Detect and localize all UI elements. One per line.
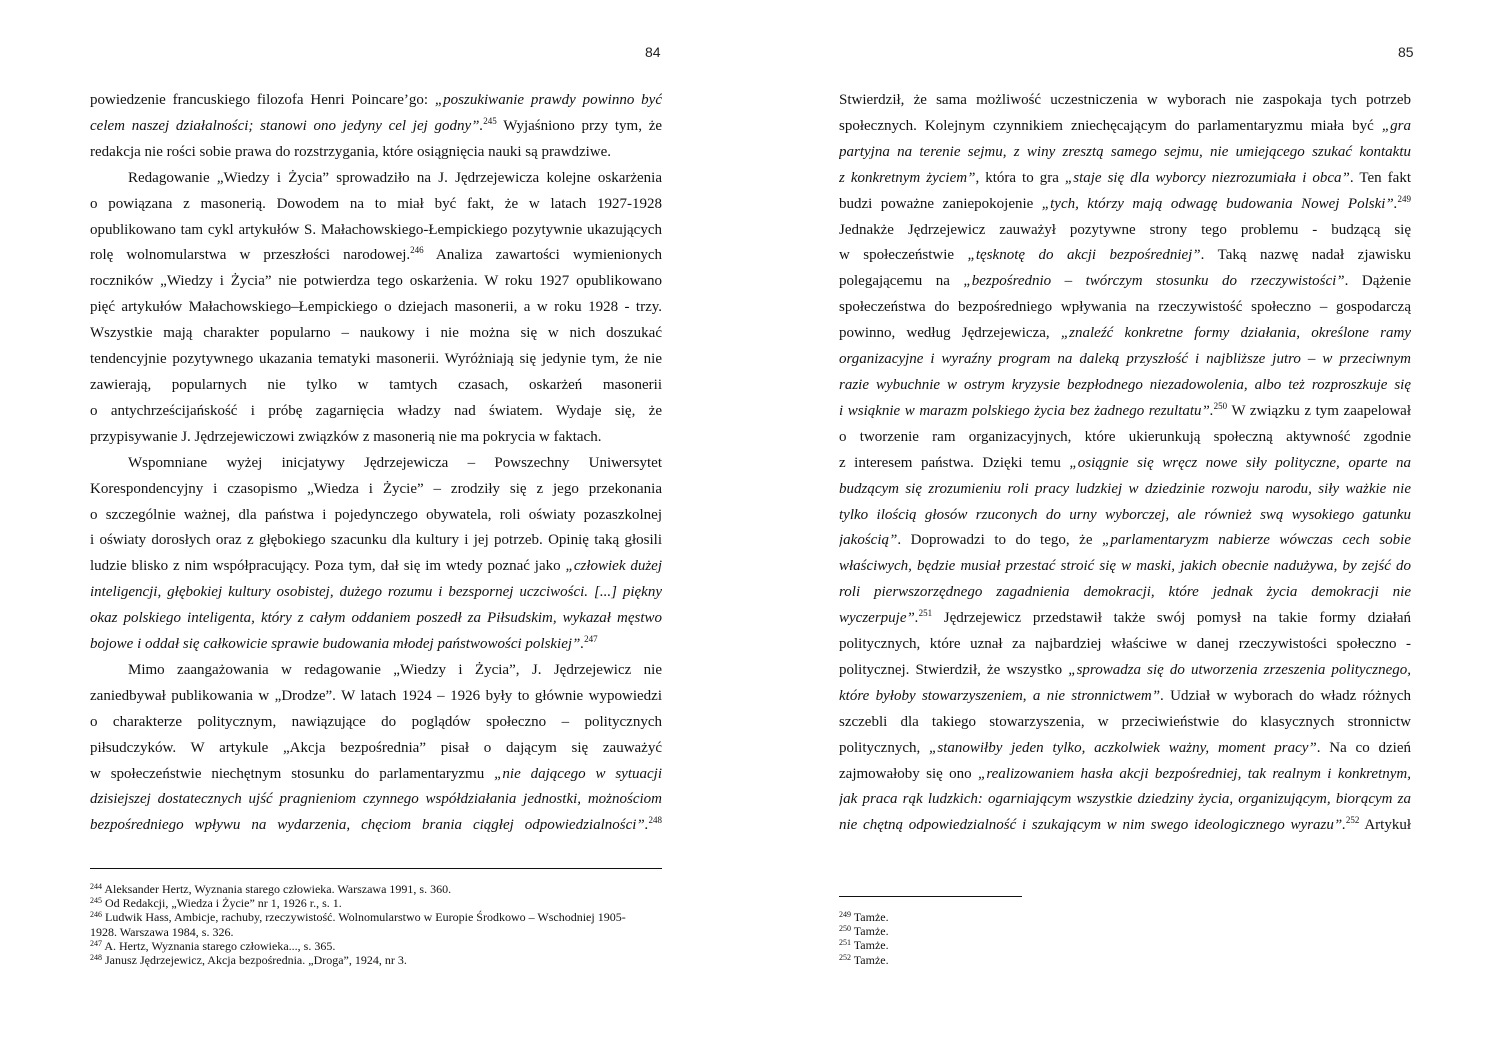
text-line xyxy=(90,295,662,321)
text-line xyxy=(90,373,662,399)
text-line xyxy=(839,813,1411,839)
text-line xyxy=(839,554,1411,580)
quote-text: „staje się dla wyborcy niezrozumiała i obca” xyxy=(1064,169,1350,186)
text-line xyxy=(90,658,662,684)
quote-text: organizacyjne i wyraźny program na daleką przyszłość i najbliższe jutro – w przeciwnym xyxy=(839,351,1411,368)
text-span: o powiązana z masonerią. Dowodem na to miał być fakt, że w latach 1927-1928 xyxy=(90,195,662,212)
text-span: Wyjaśniono przy tym, że xyxy=(496,117,662,134)
footnote-text: Tamże. xyxy=(853,938,889,953)
quote-text: „nie dającego w sytuacji xyxy=(494,765,662,782)
quote-text: „poszukiwanie prawdy powinno być xyxy=(434,92,662,108)
footnote xyxy=(90,925,665,939)
quote-text: wyczerpuje”. xyxy=(839,610,919,627)
quote-text: bezpośredniego wpływu na wydarzenia, chęciom brania ciągłej odpowiedzialności”. xyxy=(90,817,649,834)
footnote xyxy=(839,938,1239,952)
text-line xyxy=(90,503,662,529)
text-line xyxy=(90,606,662,632)
text-span: społecznych. Kolejnym czynnikiem zniechęcającym do parlamentaryzmu miała być xyxy=(839,117,1382,134)
text-line xyxy=(839,166,1411,192)
text-span: Korespondencyjny i czasopismo „Wiedza i Życie” – zrodziły się z jego przekonania xyxy=(90,480,662,497)
text-line xyxy=(90,813,662,839)
footnote-separator xyxy=(90,868,662,869)
footnote-text: Tamże. xyxy=(853,924,889,939)
footnote-text: Tamże. xyxy=(853,910,889,924)
text-line xyxy=(90,451,662,477)
text-line xyxy=(90,269,662,295)
text-line xyxy=(839,710,1411,736)
footnote xyxy=(90,939,665,953)
quote-text: celem naszej działalności; stanowi ono jedyny cel jej godny”. xyxy=(90,117,484,134)
footnote xyxy=(90,910,665,924)
text-line xyxy=(90,710,662,736)
quote-text: okaz polskiego inteligenta, który z całym oddaniem poszedł za Piłsudskim, wykazał męstwo xyxy=(90,610,662,627)
text-span: rolę wolnomularstwa w przeszłości narodowej. xyxy=(90,247,411,264)
footnote-text: Od Redakcji, „Wiedza i Życie” nr 1, 1926 r., s. 1. xyxy=(105,896,342,911)
quote-text: „realizowaniem hasła akcji bezpośredniej, tak realnym i konkretnym, xyxy=(978,765,1411,782)
quote-text: partyjna na terenie sejmu, z winy zresztą samego sejmu, nie umiejącego szukać kontaktu xyxy=(839,143,1411,160)
text-line xyxy=(839,399,1411,425)
quote-text: „parlamentaryzm nabierze wówczas cech sobie xyxy=(1102,532,1411,549)
text-span: społeczeństwa do bezpośredniego wpływania na rzeczywistość społeczno – gospodarczą xyxy=(839,299,1411,316)
text-span: piłsudczyków. W artykule „Akcja bezpośrednia” pisał o dającym się zauważyć xyxy=(90,739,662,756)
footnote-text: 1928. Warszawa 1984, s. 326. xyxy=(90,924,234,939)
text-span: . Na co dzień xyxy=(1316,739,1411,756)
quote-text: „znaleźć konkretne formy działania, określone ramy xyxy=(1060,325,1411,342)
footnote xyxy=(839,924,1239,938)
text-line xyxy=(839,269,1411,295)
text-line xyxy=(90,554,662,580)
quote-text: roli pierwszorzędnego zagadnienia demokracji, które jednak życia demokracji nie xyxy=(839,584,1411,601)
quote-text: inteligencji, głębokiej kultury osobistej, dużego rozumu i bezspornej uczciwości. [...] piękny xyxy=(90,584,662,601)
text-line xyxy=(90,632,662,658)
text-span: powinno, według Jędrzejewicza, xyxy=(839,325,1061,342)
text-line xyxy=(839,243,1411,269)
text-span: polegającemu na xyxy=(839,273,964,290)
quote-text: nie chętną odpowiedzialność i szukającym w nim swego ideologicznego wyrazu”. xyxy=(839,817,1346,834)
text-line xyxy=(90,192,662,218)
quote-text: które byłoby stowarzyszeniem, a nie stronnictwem” xyxy=(839,687,1161,704)
text-line xyxy=(839,528,1411,554)
quote-text: „osiągnie się wręcz nowe siły polityczne, oparte na xyxy=(1069,454,1411,471)
footnote-number: 246 xyxy=(90,910,102,920)
text-span: . Dążenie xyxy=(1344,273,1411,290)
text-span: politycznych, które uznał za najbardziej właściwe w danej rzeczywistości społeczno - xyxy=(839,636,1411,653)
text-line xyxy=(839,295,1411,321)
quote-text: „tęsknotę do akcji bezpośredniej” xyxy=(967,247,1201,264)
text-span: zaniedbywał publikowania w „Drodze”. W latach 1924 – 1926 były to głównie wypowiedzi xyxy=(90,687,662,704)
text-span: politycznej. Stwierdził, że wszystko xyxy=(839,661,1069,678)
text-line xyxy=(90,580,662,606)
footnote-ref: 246 xyxy=(410,245,424,256)
footnote xyxy=(839,910,1239,924)
footnote-text: Tamże. xyxy=(853,952,889,967)
body-text xyxy=(90,88,662,839)
footnotes xyxy=(90,882,665,967)
text-span: pięć artykułów Małachowskiego–Łempickiego o dziejach masonerii, a w roku 1928 - trzy. xyxy=(90,299,662,316)
text-line xyxy=(839,140,1411,166)
quote-text: „tych, którzy mają odwagę budowania Nowej Polski”. xyxy=(1041,195,1398,212)
quote-text: „sprowadza się do utworzenia zrzeszenia politycznego, xyxy=(1068,661,1411,678)
text-span: . Udział w wyborach do władz różnych xyxy=(1160,687,1411,704)
text-span: o tworzenie ram organizacyjnych, które ukierunkują społeczną aktywność zgodnie xyxy=(839,428,1411,445)
footnote-number: 244 xyxy=(90,882,102,891)
quote-text: i wsiąknie w marazm polskiego życia bez żadnego rezultatu”. xyxy=(839,402,1214,419)
text-span: o szczególnie ważnej, dla państwa i pojedynczego obywatela, roli oświaty pozaszkolnej xyxy=(90,506,662,523)
text-line xyxy=(90,736,662,762)
text-span: o charakterze politycznym, nawiązujące do poglądów społeczno – politycznych xyxy=(90,713,662,730)
footnote-ref: 248 xyxy=(648,815,662,826)
quote-text: jak praca rąk ludzkich: ogarniającym wszystkie dziedziny życia, organizującym, biorącym za xyxy=(839,791,1411,808)
text-span: szczebli dla takiego stowarzyszenia, w przeciwieństwie do klasycznych stronnictw xyxy=(839,713,1411,730)
quote-text: „stanowiłby jeden tylko, aczkolwiek ważny, moment pracy” xyxy=(929,739,1317,756)
text-line xyxy=(839,321,1411,347)
quote-text: budzącym się zrozumieniu roli pracy ludzkiej w dziedzinie rozwoju narodu, siły ważkie nie xyxy=(839,480,1411,497)
quote-text: „gra xyxy=(1381,117,1411,134)
text-line xyxy=(90,321,662,347)
text-line xyxy=(839,88,1411,114)
quote-text: właściwych, będzie musiał przestać stroić się w maski, jakich obecnie nadużywa, by zejść do xyxy=(839,558,1411,575)
text-line xyxy=(839,580,1411,606)
text-span: , która to gra xyxy=(975,169,1065,186)
quote-text: tylko ilością głosów rzuconych do urny wyborczej, ale również swą wysokiego gatunku xyxy=(839,506,1411,523)
footnote xyxy=(839,953,1239,967)
text-line xyxy=(90,88,662,114)
text-line xyxy=(839,606,1411,632)
body-text xyxy=(839,88,1411,839)
quote-text: razie wybuchnie w ostrym kryzysie bezpłodnego niezadowolenia, albo też rozproszkuje się xyxy=(839,376,1411,393)
text-line xyxy=(839,477,1411,503)
footnote-separator xyxy=(839,896,1022,897)
quote-text: dzisiejszej dostatecznych ujść pragnieniom czynnego współdziałania jednostki, możnościom xyxy=(90,791,662,808)
text-line xyxy=(839,192,1411,218)
text-span: . Doprowadzi to do tego, że xyxy=(897,532,1103,549)
right-page xyxy=(750,0,1500,1062)
footnote-ref: 247 xyxy=(584,634,598,645)
footnote-number: 248 xyxy=(90,953,102,963)
text-line xyxy=(839,373,1411,399)
text-span: zajmowałoby się ono xyxy=(839,765,979,782)
footnote-text: Aleksander Hertz, Wyznania starego człowieka. Warszawa 1991, s. 360. xyxy=(104,882,452,896)
footnote-number: 251 xyxy=(839,938,851,948)
text-span: Wszystkie mają charakter popularno – naukowy i nie można się w nich doszukać xyxy=(90,325,662,342)
text-span: Analiza zawartości wymienionych xyxy=(423,247,662,264)
text-span: w społeczeństwie xyxy=(839,247,968,264)
text-line xyxy=(90,787,662,813)
text-line xyxy=(90,762,662,788)
text-line xyxy=(90,140,662,166)
page-number: 84 xyxy=(645,44,661,60)
text-line xyxy=(839,503,1411,529)
text-line xyxy=(839,632,1411,658)
text-line xyxy=(90,477,662,503)
text-span: W związku z tym zaapelował xyxy=(1227,402,1411,419)
page-number: 85 xyxy=(1398,44,1414,60)
text-line xyxy=(839,762,1411,788)
footnotes xyxy=(839,910,1239,967)
text-line xyxy=(90,347,662,373)
text-span: . Taką nazwę nadał zjawisku xyxy=(1200,247,1411,264)
quote-text: „człowiek dużej xyxy=(565,558,662,575)
text-line xyxy=(90,166,662,192)
text-span: o antychrześcijańskość i próbę zagarnięcia władzy nad światem. Wydaje się, że xyxy=(90,402,662,419)
footnote-ref: 252 xyxy=(1345,815,1360,826)
text-span: budzi poważne zaniepokojenie xyxy=(839,195,1042,212)
text-line xyxy=(90,243,662,269)
text-line xyxy=(90,528,662,554)
footnote-text: Janusz Jędrzejewicz, Akcja bezpośrednia. „Droga”, 1924, nr 3. xyxy=(105,953,407,968)
text-line xyxy=(839,451,1411,477)
footnote xyxy=(90,882,665,896)
text-span: zawierają, popularnych nie tylko w tamtych czasach, oskarżeń masonerii xyxy=(90,376,662,393)
text-line xyxy=(839,218,1411,244)
text-line xyxy=(839,425,1411,451)
text-span: Wspomniane wyżej inicjatywy Jędrzejewicza – Powszechny Uniwersytet xyxy=(128,454,662,471)
text-span: tendencyjnie pozytywnego ukazania tematyki masonerii. Wyróżniają się jedynie tym, że nie xyxy=(90,351,662,368)
text-span: politycznych, xyxy=(839,739,930,756)
text-line xyxy=(90,684,662,710)
footnote-number: 249 xyxy=(839,910,851,919)
text-line xyxy=(90,218,662,244)
footnote-text: Ludwik Hass, Ambicje, rachuby, rzeczywistość. Wolnomularstwo w Europie Środkowo – Wschodniej 1905- xyxy=(105,910,626,925)
footnote-ref: 251 xyxy=(918,608,933,619)
text-line xyxy=(839,787,1411,813)
text-line xyxy=(839,684,1411,710)
footnote-text: A. Hertz, Wyznania starego człowieka..., s. 365. xyxy=(104,938,336,953)
text-span: Jednakże Jędrzejewicz zauważył pozytywne strony tego problemu - budzącą się xyxy=(839,221,1411,238)
footnote-ref: 250 xyxy=(1213,400,1228,411)
text-span: opublikowano tam cykl artykułów S. Małachowskiego-Łempickiego pozytywnie ukazujących xyxy=(90,221,662,238)
text-span: i oświaty dorosłych oraz z głębokiego szacunku dla kultury i jej potrzeb. Opinię taką głosili xyxy=(90,532,662,549)
text-span: redakcja nie rości sobie prawa do rozstrzygania, które osiągnięcia nauki są prawdziwe. xyxy=(90,143,612,160)
text-span: z interesem państwa. Dzięki temu xyxy=(839,454,1070,471)
footnote-number: 247 xyxy=(90,938,102,948)
quote-text: bojowe i oddał się całkowicie sprawie budowania młodej państwowości polskiej”. xyxy=(90,636,585,653)
quote-text: „bezpośrednio – twórczym stosunku do rzeczywistości” xyxy=(963,273,1345,290)
footnote-number: 252 xyxy=(839,952,851,962)
text-line xyxy=(839,658,1411,684)
text-line xyxy=(90,114,662,140)
quote-text: jakością” xyxy=(839,532,898,549)
text-span: Mimo zaangażowania w redagowanie „Wiedzy i Życia”, J. Jędrzejewicz nie xyxy=(128,661,662,678)
footnote-number: 245 xyxy=(90,896,102,906)
text-span: Artykuł xyxy=(1359,817,1411,834)
footnote-ref: 245 xyxy=(483,115,497,126)
text-line xyxy=(839,347,1411,373)
text-span: . Ten fakt xyxy=(1349,169,1411,186)
text-line xyxy=(90,425,662,451)
footnote-number: 250 xyxy=(839,924,851,934)
text-span: Redagowanie „Wiedzy i Życia” sprowadziło na J. Jędrzejewicza kolejne oskarżenia xyxy=(128,169,662,186)
quote-text: z konkretnym życiem” xyxy=(839,169,976,186)
footnote xyxy=(90,896,665,910)
text-span: ludzie blisko z nim współpracujący. Poza tym, dał się im wtedy poznać jako xyxy=(90,558,566,575)
text-line xyxy=(839,736,1411,762)
text-line xyxy=(839,114,1411,140)
footnote xyxy=(90,953,665,967)
text-span: powiedzenie francuskiego filozofa Henri Poincare’go: xyxy=(90,92,435,108)
text-span: Jędrzejewicz przedstawił także swój pomysł na takie formy działań xyxy=(932,610,1411,627)
text-line xyxy=(90,399,662,425)
text-span: w społeczeństwie niechętnym stosunku do parlamentaryzmu xyxy=(90,765,495,782)
text-span: przypisywanie J. Jędrzejewiczowi związków z masonerią nie ma pokrycia w faktach. xyxy=(90,428,602,445)
text-span: Stwierdził, że sama możliwość uczestniczenia w wyborach nie zaspokaja tych potrzeb xyxy=(839,92,1411,108)
text-span: roczników „Wiedzy i Życia” nie potwierdza tego oskarżenia. W roku 1927 opublikowano xyxy=(90,273,662,290)
footnote-ref: 249 xyxy=(1397,193,1411,204)
